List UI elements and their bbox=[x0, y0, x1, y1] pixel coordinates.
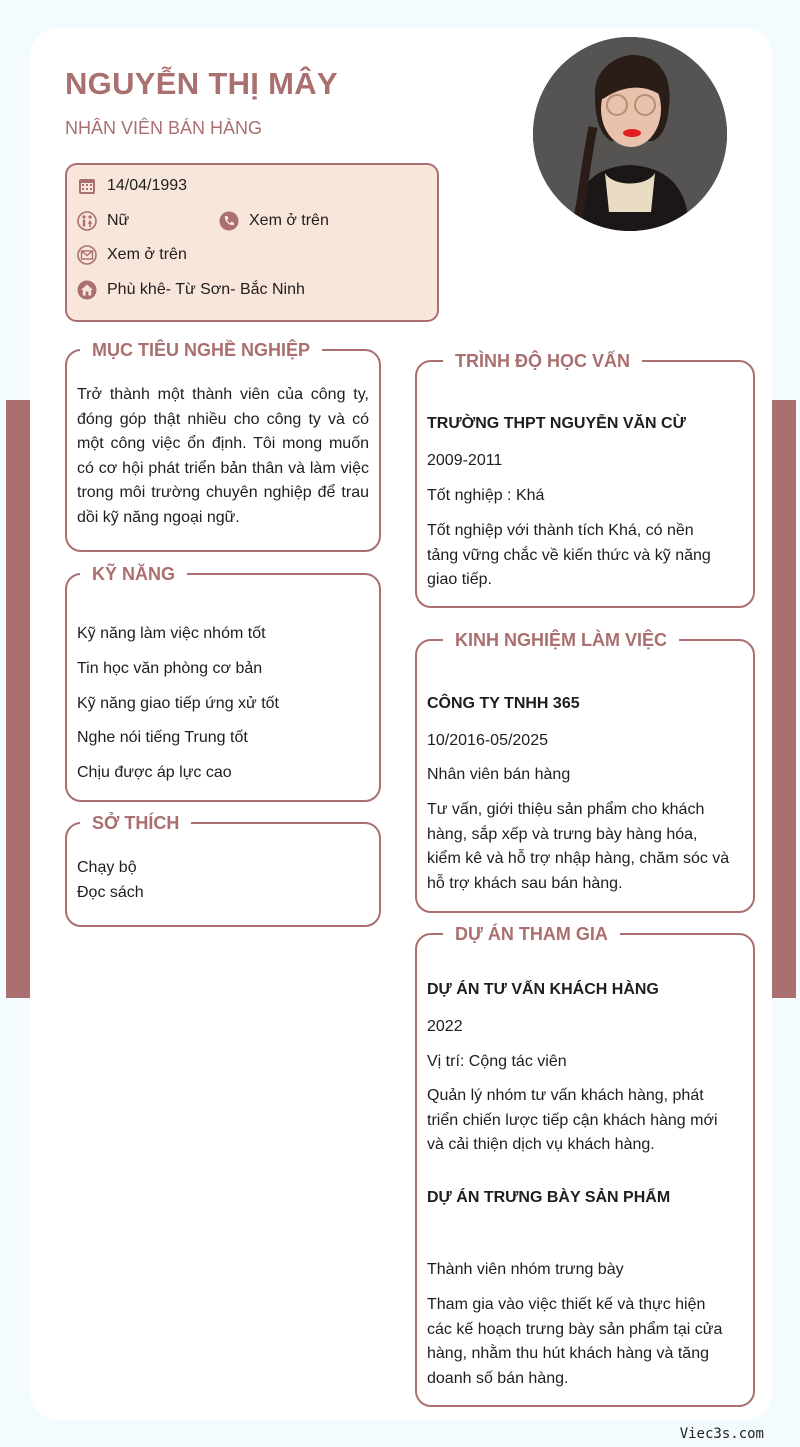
education-period: 2009-2011 bbox=[427, 452, 503, 469]
skill-item: Kỹ năng làm việc nhóm tốt bbox=[77, 625, 266, 642]
home-icon bbox=[77, 280, 97, 300]
experience-description: Tư vấn, giới thiệu sản phẩm cho khách hàng, sắp xếp và trưng bày hàng hóa, kiểm kê và hỗ trợ nhập hàng, chăm sóc và hỗ trợ khách sau bán hàng. bbox=[427, 801, 730, 892]
education-description: Tốt nghiệp với thành tích Khá, có nền tảng vững chắc về kiến thức và kỹ năng giao tiếp. bbox=[427, 522, 711, 588]
skill-item: Tin học văn phòng cơ bản bbox=[77, 660, 263, 677]
education-section bbox=[415, 351, 755, 608]
company-name: CÔNG TY TNHH 365 bbox=[427, 695, 580, 712]
project-role: Thành viên nhóm trưng bày bbox=[427, 1261, 624, 1278]
project-description: Tham gia vào việc thiết kế và thực hiện các kế hoạch trưng bày sản phẩm tại cửa hàng, nhằm thu hút khách hàng và tăng doanh số bán hàng. bbox=[427, 1296, 723, 1387]
education-title: TRÌNH ĐỘ HỌC VẤN bbox=[443, 350, 642, 372]
project-description: Quản lý nhóm tư vấn khách hàng, phát triển chiến lược tiếp cận khách hàng mới và cải thiện dịch vụ khách hàng. bbox=[427, 1087, 718, 1153]
hobby-item: Chạy bộ bbox=[77, 859, 137, 876]
right-accent-bar bbox=[772, 400, 796, 998]
address-value: Phù khê- Từ Sơn- Bắc Ninh bbox=[107, 281, 305, 298]
calendar-icon bbox=[77, 176, 97, 196]
skill-item: Kỹ năng giao tiếp ứng xử tốt bbox=[77, 695, 279, 712]
job-title: NHÂN VIÊN BÁN HÀNG bbox=[65, 118, 263, 138]
candidate-name: NGUYỄN THỊ MÂY bbox=[65, 66, 338, 101]
projects-title: DỰ ÁN THAM GIA bbox=[443, 923, 620, 945]
profile-photo-illustration bbox=[533, 37, 727, 231]
phone-row bbox=[219, 211, 329, 231]
email-icon bbox=[77, 245, 97, 265]
experience-title: KINH NGHIỆM LÀM VIỆC bbox=[443, 629, 679, 651]
objective-text: Trở thành một thành viên của công ty, đóng góp thật nhiều cho công ty và có một công việc ổn định. Tôi mong muốn có cơ hội phát triển bản thân và làm việc trong môi trường chuyên nghiệp để trau dồi kỹ năng ngoại ngữ. bbox=[77, 386, 369, 526]
project-role: Vị trí: Cộng tác viên bbox=[427, 1053, 567, 1070]
address-row bbox=[77, 280, 305, 300]
objective-title: MỤC TIÊU NGHỀ NGHIỆP bbox=[80, 339, 322, 361]
email-row bbox=[77, 245, 187, 265]
skill-item: Nghe nói tiếng Trung tốt bbox=[77, 729, 248, 746]
birthday-value: 14/04/1993 bbox=[107, 177, 188, 194]
experience-position: Nhân viên bán hàng bbox=[427, 766, 571, 783]
gender-icon bbox=[77, 211, 97, 231]
phone-value: Xem ở trên bbox=[249, 212, 329, 229]
education-result: Tốt nghiệp : Khá bbox=[427, 487, 545, 504]
left-accent-bar bbox=[6, 400, 30, 998]
project-name: DỰ ÁN TRƯNG BÀY SẢN PHẨM bbox=[427, 1189, 671, 1206]
project-name: DỰ ÁN TƯ VẤN KHÁCH HÀNG bbox=[427, 981, 659, 998]
gender-row bbox=[77, 211, 129, 231]
skills-title: KỸ NĂNG bbox=[80, 563, 187, 585]
email-value: Xem ở trên bbox=[107, 246, 187, 263]
projects-section bbox=[415, 924, 755, 1407]
personal-info-box bbox=[65, 163, 439, 322]
hobby-item: Đọc sách bbox=[77, 884, 144, 901]
skills-section bbox=[65, 564, 381, 802]
hobbies-section bbox=[65, 813, 381, 927]
experience-section bbox=[415, 630, 755, 913]
project-year: 2022 bbox=[427, 1018, 463, 1035]
skill-item: Chịu được áp lực cao bbox=[77, 764, 232, 781]
experience-period: 10/2016-05/2025 bbox=[427, 732, 548, 749]
profile-photo bbox=[533, 37, 727, 231]
school-name: TRƯỜNG THPT NGUYỄN VĂN CỪ bbox=[427, 415, 686, 432]
watermark: Viec3s.com bbox=[679, 1426, 764, 1442]
hobbies-title: SỞ THÍCH bbox=[80, 812, 191, 834]
phone-icon bbox=[219, 211, 239, 231]
gender-value: Nữ bbox=[107, 212, 130, 229]
objective-section bbox=[65, 340, 381, 552]
birthday-row bbox=[77, 176, 187, 196]
